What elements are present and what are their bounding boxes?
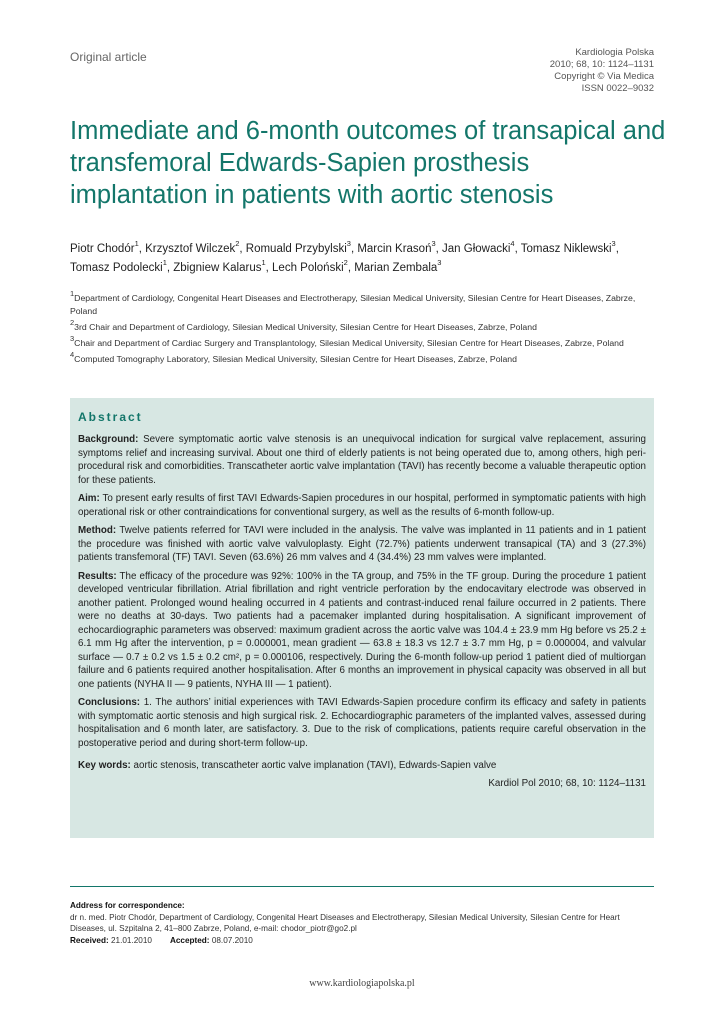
received-label: Received: xyxy=(70,935,109,945)
affiliation-text: Computed Tomography Laboratory, Silesian Medical University, Silesian Centre for Heart Diseases, Zabrze, Poland xyxy=(74,354,517,364)
author-affiliation-mark: 3 xyxy=(431,239,436,249)
affiliation-mark: 3 xyxy=(70,334,75,344)
article-title: Immediate and 6-month outcomes of transapical and transfemoral Edwards-Sapien prosthesis implantation in patients with aortic stenosis xyxy=(70,117,666,209)
abstract-box xyxy=(70,398,654,838)
abstract-citation: Kardiol Pol 2010; 68, 10: 1124–1131 xyxy=(488,777,646,789)
abstract-conclusions xyxy=(78,696,646,750)
abstract-method xyxy=(78,524,646,565)
received-date: 21.01.2010 xyxy=(110,935,152,945)
author xyxy=(272,258,348,274)
correspondence-text: dr n. med. Piotr Chodór, Department of Cardiology, Congenital Heart Diseases and Electrotherapy, Silesian Medical University, Silesian Centre for Heart Diseases, ul. Szpitalna 2, 41–800 Zabrze, Poland, e-mail: chodor_piotr@go2.pl xyxy=(70,912,620,933)
paragraph-label: Conclusions: xyxy=(78,697,141,708)
author-name: Tomasz Niklewski xyxy=(520,243,612,255)
affiliation-list xyxy=(70,289,655,369)
affiliation xyxy=(70,289,655,318)
journal-copyright: Copyright © Via Medica xyxy=(554,71,654,82)
author xyxy=(520,239,616,255)
journal-info xyxy=(550,47,654,95)
affiliation xyxy=(70,318,655,334)
affiliation xyxy=(70,334,655,350)
author-name: Zbigniew Kalarus xyxy=(173,262,262,274)
author-affiliation-mark: 2 xyxy=(343,258,348,268)
affiliation-mark: 1 xyxy=(70,289,75,299)
paragraph-label: Aim: xyxy=(78,493,100,504)
author-list: Piotr Chodór$^1$, Krzysztof Wilczek$^2$, Romuald Przybylski$^3$, Marcin Krasoń$^3$, Jan Głowacki$^4$, Tomasz Niklewski$^3$, Tomasz Podolecki$^1$, Zbigniew Kalarus$^1$, Lech Poloński$^2$, Marian Zembala$^3$ xyxy=(70,239,619,274)
author-affiliation-mark: 2 xyxy=(235,239,240,249)
paragraph-text: aortic stenosis, transcatheter aortic valve implanation (TAVI), Edwards-Sapien valve xyxy=(133,760,497,771)
affiliation-mark: 4 xyxy=(70,350,75,360)
author-affiliation-mark: 4 xyxy=(510,239,515,249)
author-name: Marcin Krasoń xyxy=(357,243,432,255)
author-affiliation-mark: 3 xyxy=(437,258,442,268)
author xyxy=(442,239,515,255)
author-name: Piotr Chodór xyxy=(70,243,135,255)
author xyxy=(145,239,240,255)
author xyxy=(245,239,351,255)
author-name: Marian Zembala xyxy=(354,262,438,274)
author-affiliation-mark: 1 xyxy=(162,258,167,268)
divider xyxy=(70,886,654,887)
abstract-background xyxy=(78,433,646,487)
affiliation-text: 3rd Chair and Department of Cardiology, Silesian Medical University, Silesian Centre for Heart Diseases, Zabrze, Poland xyxy=(74,322,537,332)
author-affiliation-mark: 1 xyxy=(134,239,139,249)
author xyxy=(173,258,266,274)
author xyxy=(357,239,436,255)
affiliation xyxy=(70,350,655,366)
author-name: Lech Poloński xyxy=(272,262,344,274)
correspondence-heading: Address for correspondence: xyxy=(70,901,185,910)
author xyxy=(354,258,442,274)
journal-issue: 2010; 68, 10: 1124–1131 xyxy=(549,59,654,70)
paragraph-text: Severe symptomatic aortic valve stenosis is an unequivocal indication for surgical valve replacement, assuring symptoms relief and increasing survival. About one third of elderly patients is not being operated due to, among others, high peri-procedural risk and comorbidities. Transcatheter aortic valve implantation (TAVI) has recently become a valuable therapeutic option for these patients. xyxy=(78,434,646,486)
paragraph-text: The efficacy of the procedure was 92%: 100% in the TA group, and 75% in the TF group. During the procedure 1 patient developed ventricular fibrillation. Atrial fibrillation and right ventricle perforation by the endocavitary electrode was observed in another patient. Prolonged wound healing occurred in 4 patients and contrast-induced renal failure occurred in 2 patients. There were no deaths at 30-days. Two patients had a pacemaker implanted during hospitalisation. A significant improvement of echocardiographic parameters was observed: maximum gradient across the aortic valve was 104.4 ± 23.9 mm Hg before vs 25.2 ± 6.1 mm Hg after the intervention, p = 0.000001, mean gradient — 63.8 ± 18.3 vs 12.7 ± 3.7 mm Hg, p = 0.000004, and valvular surface — 0.7 ± 0.2 vs 1.5 ± 0.2 cm², p = 0.000106, respectively. During the 6-month follow-up period 1 patient died of multiorgan failure and 6 patients required another hospitalisation. After 6 months an improvement in physical capacity was observed in all but one patients (NYHA II — 9 patients, NYHA III — 1 patient). xyxy=(78,570,646,690)
author-name: Jan Głowacki xyxy=(442,243,511,255)
correspondence-block xyxy=(70,900,655,946)
author-affiliation-mark: 3 xyxy=(346,239,351,249)
section-label: Original article xyxy=(70,50,147,64)
author xyxy=(70,258,167,274)
paragraph-label: Results: xyxy=(78,570,117,582)
accepted-label: Accepted: xyxy=(169,935,210,945)
author xyxy=(70,239,139,255)
paragraph-text: Twelve patients referred for TAVI were included in the analysis. The valve was implanted in 11 patients and in 1 patient the procedure was finished with aortic valve valvuloplasty. Eight (72.7%) patients underwent transapical (TA) and 3 (27.3%) patients transfemoral (TF) TAVI. Seven (63.6%) 26 mm valves and 4 (34.4%) 23 mm valves were implanted. xyxy=(78,525,646,563)
author-affiliation-mark: 1 xyxy=(261,258,266,268)
paragraph-label: Background: xyxy=(78,434,139,445)
author-name: Krzysztof Wilczek xyxy=(145,243,236,255)
paragraph-text: To present early results of first TAVI Edwards-Sapien procedures in our hospital, performed in symptomatic patients with high operational risk or other contraindications for conventional surgery, as well as the results of 6-month follow-up. xyxy=(78,493,647,518)
author-name: Romuald Przybylski xyxy=(245,243,347,255)
abstract-results xyxy=(78,570,646,692)
abstract-keywords xyxy=(78,759,646,773)
abstract-heading: Abstract xyxy=(78,410,143,424)
affiliation-text: Department of Cardiology, Congenital Heart Diseases and Electrotherapy, Silesian Medical University, Silesian Centre for Heart Diseases, Zabrze, Poland xyxy=(70,293,636,316)
author-name: Tomasz Podolecki xyxy=(70,262,163,274)
author-affiliation-mark: 3 xyxy=(611,239,616,249)
correspondence-dates xyxy=(70,935,655,947)
accepted-date: 08.07.2010 xyxy=(211,935,253,945)
paragraph-text: 1. The authors’ initial experiences with TAVI Edwards-Sapien procedure confirm its efficacy and safety in patients with symptomatic aortic stenosis and high surgical risk. 2. Echocardiographic parameters of the implanted valves, assessed during hospitalisation and 6 month later, are satisfactory. 3. Due to the risk of complications, patients require careful observation in the postoperative period and during short-term follow-up. xyxy=(78,697,646,749)
paragraph-label: Method: xyxy=(78,525,117,536)
footer-url: www.kardiologiapolska.pl xyxy=(309,978,415,989)
affiliation-mark: 2 xyxy=(70,318,75,328)
journal-name: Kardiologia Polska xyxy=(575,47,654,58)
journal-issn: ISSN 0022–9032 xyxy=(581,83,654,94)
paragraph-label: Key words: xyxy=(78,760,131,771)
affiliation-text: Chair and Department of Cardiac Surgery and Transplantology, Silesian Medical University, Silesian Centre for Heart Diseases, Zabrze, Poland xyxy=(74,338,624,348)
abstract-aim xyxy=(78,492,646,519)
